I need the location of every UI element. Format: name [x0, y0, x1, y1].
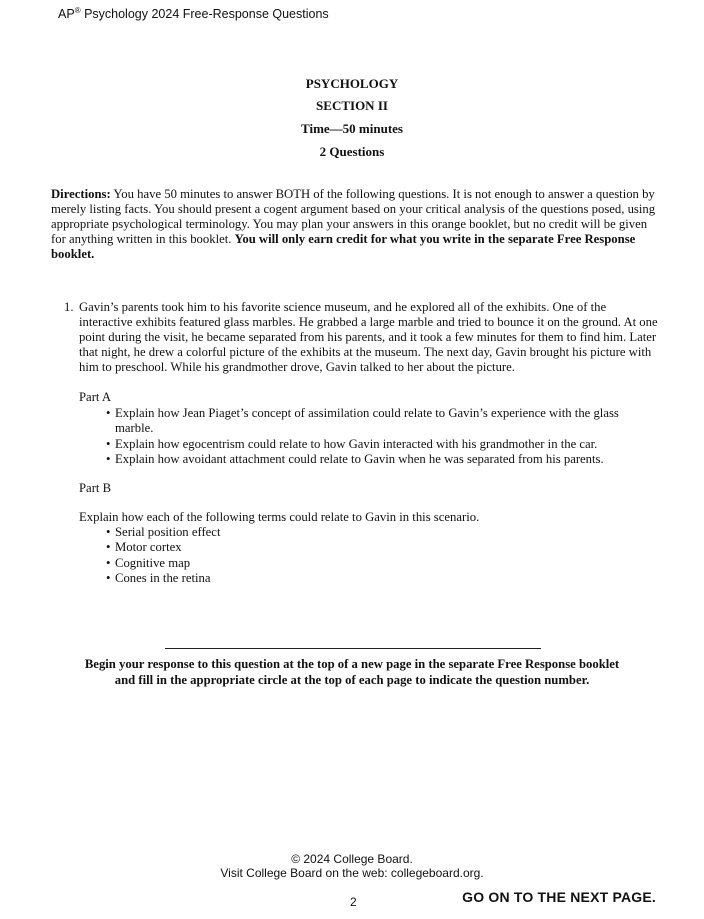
divider-rule — [165, 648, 541, 649]
section-title: PSYCHOLOGY — [305, 76, 399, 91]
directions-label: Directions: — [51, 187, 111, 201]
list-item: • Serial position effect — [106, 525, 626, 540]
list-item: • Cones in the retina — [106, 571, 626, 586]
section-question-count: 2 Questions — [319, 144, 385, 159]
list-item: • Cognitive map — [106, 556, 626, 571]
next-page-notice: GO ON TO THE NEXT PAGE. — [462, 889, 656, 905]
part-b-intro: Explain how each of the following terms could relate to Gavin in this scenario. — [79, 510, 480, 524]
directions-bold-text: You will only earn credit for what you write in the separate Free Response booklet. — [51, 232, 636, 261]
list-item: • Explain how avoidant attachment could relate to Gavin when he was separated from his parents. — [106, 452, 626, 467]
part-b-label: Part B — [79, 481, 112, 495]
visit-line: Visit College Board on the web: collegeboard.org. — [220, 866, 484, 880]
question-scenario: Gavin’s parents took him to his favorite science museum, and he explored all of the exhibits. One of the interactive exhibits featured glass marbles. He grabbed a large marble and tried to bounce it on the ground. At one point during the visit, he became separated from his parents, and it took a few minutes for them to find him. Later that night, he drew a colorful picture of the exhibits at the museum. The next day, Gavin brought his picture with him to preschool. While his grandmother drove, Gavin talked to her about the picture. — [79, 300, 658, 374]
part-a-label: Part A — [79, 390, 112, 404]
directions-text: You have 50 minutes to answer BOTH of the following questions. It is not enough to answer a question by merely listing facts. You should present a cogent argument based on your critical analysis of the questions posed, using appropriate psychological terminology. You may plan your answers in this orange booklet, but no credit will be given for anything written in this booklet. — [51, 187, 656, 246]
section-time: Time—50 minutes — [301, 121, 403, 136]
page-header — [58, 6, 329, 21]
part-b-list — [106, 525, 626, 586]
begin-line-2: and fill in the appropriate circle at the top of each page to indicate the question number. — [114, 672, 590, 687]
copyright-line: © 2024 College Board. — [291, 852, 413, 866]
question-number: 1. — [64, 300, 74, 314]
footer-copyright — [0, 852, 704, 880]
header-title: Psychology 2024 Free-Response Questions — [80, 7, 329, 22]
part-a-list — [106, 406, 626, 467]
registered-mark: ® — [74, 6, 81, 15]
list-item: • Motor cortex — [106, 540, 626, 555]
section-subtitle: SECTION II — [316, 98, 388, 113]
directions — [51, 187, 657, 262]
question-1 — [64, 300, 658, 375]
header-ap: AP — [58, 7, 75, 22]
begin-line-1: Begin your response to this question at the top of a new page in the separate Free Response booklet — [84, 657, 620, 671]
page-number: 2 — [350, 895, 357, 909]
begin-instructions — [0, 657, 704, 688]
list-item: • Explain how Jean Piaget’s concept of assimilation could relate to Gavin’s experience with the glass marble. — [106, 406, 626, 437]
list-item: • Explain how egocentrism could relate to how Gavin interacted with his grandmother in the car. — [106, 437, 626, 452]
